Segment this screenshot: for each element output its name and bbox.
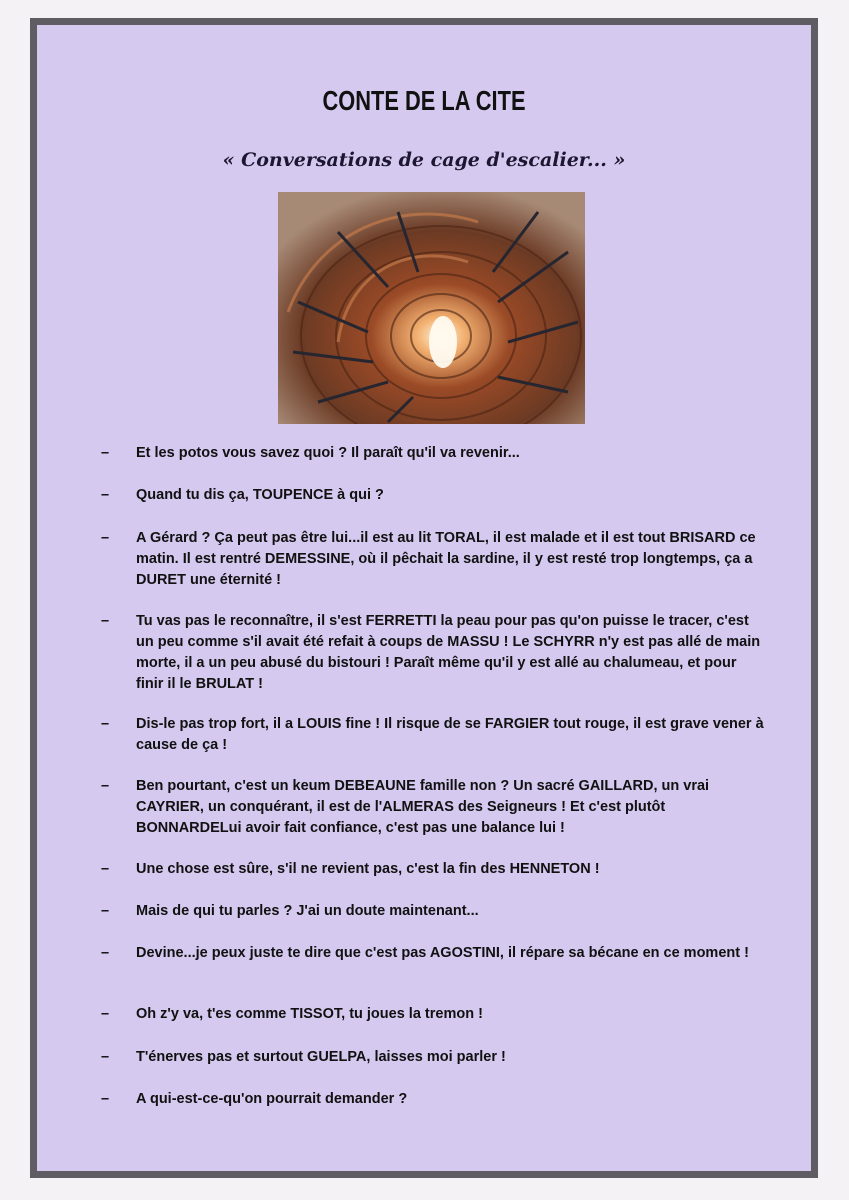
list-item-text: A qui-est-ce-qu'on pourrait demander ? [136, 1091, 408, 1107]
list-item-text: Quand tu dis ça, TOUPENCE à qui ? [136, 487, 384, 503]
staircase-illustration [278, 192, 585, 424]
page-subtitle: « Conversations de cage d'escalier... » [222, 149, 626, 171]
page-sheet [30, 18, 818, 1178]
list-item-text: Une chose est sûre, s'il ne revient pas, c'est la fin des HENNETON ! [136, 861, 600, 877]
list-dash: – [101, 1049, 110, 1065]
light-shaft [429, 316, 457, 368]
list-item-text: Oh z'y va, t'es comme TISSOT, tu joues la tremon ! [136, 1006, 483, 1022]
list-dash: – [101, 1006, 110, 1022]
list-item-text: Devine...je peux juste te dire que c'est pas AGOSTINI, il répare sa bécane en ce moment ! [136, 945, 749, 961]
page-title: CONTE DE LA CITE [322, 85, 526, 116]
list-item-text: A Gérard ? Ça peut pas être lui...il est au lit TORAL, il est malade et il est tout BRISARD ce matin. Il est rentré DEMESSINE, où il pêchait la sardine, il y est resté trop longtemps, ça a DURET une éternité ! [136, 530, 756, 588]
list-dash: – [101, 861, 110, 877]
list-dash: – [101, 903, 110, 919]
staircase-photo [278, 192, 585, 424]
list-dash: – [101, 487, 110, 503]
list-dash: – [101, 778, 110, 794]
list-item-text: Mais de qui tu parles ? J'ai un doute maintenant... [136, 903, 479, 919]
list-dash: – [101, 1091, 110, 1107]
list-dash: – [101, 445, 110, 461]
list-dash: – [101, 530, 110, 546]
list-item-text: Dis-le pas trop fort, il a LOUIS fine ! Il risque de se FARGIER tout rouge, il est grave vener à cause de ça ! [136, 716, 764, 753]
list-item-text: Tu vas pas le reconnaître, il s'est FERRETTI la peau pour pas qu'on puisse le tracer, c'est un peu comme s'il avait été refait à coups de MASSU ! Le SCHYRR n'y est pas allé de main morte, il a un peu abusé du bistouri ! Paraît même qu'il y est allé au chalumeau, et pour finir il le BRULAT ! [136, 613, 761, 692]
list-item-text: T'énerves pas et surtout GUELPA, laisses moi parler ! [136, 1049, 506, 1065]
list-item-text: Ben pourtant, c'est un keum DEBEAUNE famille non ? Un sacré GAILLARD, un vrai CAYRIER, un conquérant, il est de l'ALMERAS des Seigneurs ! Et c'est plutôt BONNARDELui avoir fait confiance, c'est pas une balance lui ! [136, 778, 710, 836]
list-item-text: Et les potos vous savez quoi ? Il paraît qu'il va revenir... [136, 445, 520, 461]
list-dash: – [101, 945, 110, 961]
list-dash: – [101, 613, 110, 629]
list-dash: – [101, 716, 110, 732]
